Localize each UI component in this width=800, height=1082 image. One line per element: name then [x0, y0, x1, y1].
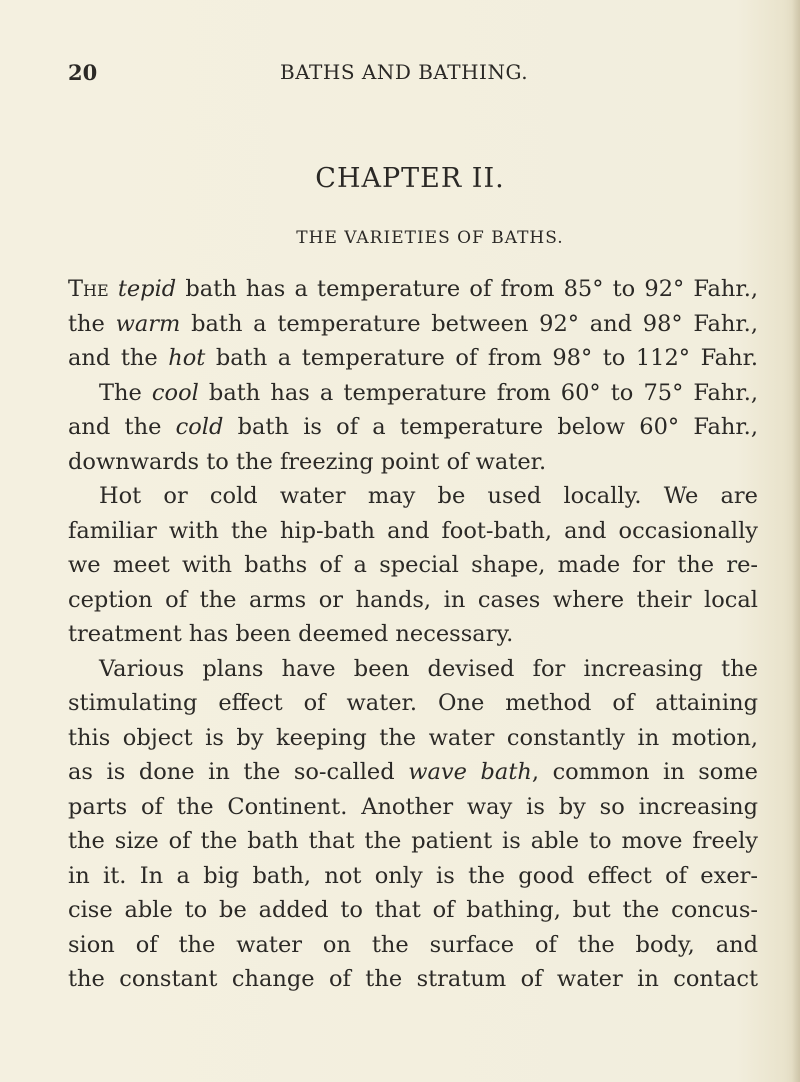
- text-run: bath has a temperature of from 85° to 92° Fahr.,: [176, 276, 759, 302]
- text-line: Hot or cold water may be used locally. We are: [99, 483, 758, 509]
- text-line: this object is by keeping the water constantly in motion,: [68, 724, 758, 751]
- chapter-title: CHAPTER II.: [315, 163, 505, 194]
- text-run: bath is of a temperature below 60° Fahr.,: [223, 414, 758, 440]
- italic-term: tepid: [117, 276, 177, 302]
- text-run: the: [68, 310, 116, 337]
- text-line: cise able to be added to that of bathing, but the concus-: [68, 897, 758, 923]
- text-line: the size of the bath that the patient is able to move freely: [68, 828, 758, 854]
- text-run: and the: [68, 345, 169, 371]
- text-line: [68, 410, 758, 445]
- text-run: [109, 276, 118, 302]
- text-run: , common in some: [531, 759, 759, 785]
- text-run: bath a temperature between 92° and 98° Fahr.,: [180, 310, 758, 337]
- italic-term: hot: [168, 345, 206, 371]
- text-line: the constant change of the stratum of water in contact: [68, 966, 758, 992]
- text-run: bath a temperature of from 98° to 112° Fahr.: [205, 345, 759, 371]
- running-head: [68, 60, 688, 88]
- text-line: in it. In a big bath, not only is the good effect of exer-: [68, 862, 758, 889]
- text-line: [68, 307, 758, 342]
- running-title: BATHS AND BATHING.: [280, 60, 529, 84]
- italic-term: cool: [151, 379, 199, 406]
- text-line: [68, 272, 758, 307]
- text-run: as is done in the so-called: [68, 759, 409, 785]
- text-run: The: [99, 379, 152, 406]
- text-line: treatment has been deemed necessary.: [68, 621, 514, 647]
- text-run: and the: [68, 414, 176, 440]
- opening-word: The: [68, 276, 109, 302]
- text-line: parts of the Continent. Another way is by so increasing: [68, 793, 758, 820]
- italic-term: cold: [175, 414, 224, 440]
- text-line: [68, 341, 758, 376]
- page-edge-shadow: [792, 0, 800, 1082]
- italic-term: warm: [115, 310, 181, 337]
- text-line: we meet with baths of a special shape, made for the re-: [68, 552, 758, 578]
- text-line: ception of the arms or hands, in cases where their local: [68, 586, 758, 613]
- text-line: familiar with the hip-bath and foot-bath, and occasionally: [68, 517, 758, 544]
- body-text: [68, 272, 758, 997]
- text-line: [68, 376, 758, 411]
- text-line: [68, 755, 758, 790]
- page-number: 20: [68, 60, 98, 85]
- text-line: sion of the water on the surface of the body, and: [68, 931, 758, 958]
- text-line: downwards to the freezing point of water.: [68, 448, 547, 475]
- text-line: Various plans have been devised for increasing the: [99, 655, 758, 682]
- text-run: bath has a temperature from 60° to 75° Fahr.,: [198, 379, 758, 406]
- text-line: stimulating effect of water. One method of attaining: [68, 690, 758, 716]
- chapter-subtitle: THE VARIETIES OF BATHS.: [296, 228, 564, 248]
- italic-term: wave bath: [408, 759, 532, 785]
